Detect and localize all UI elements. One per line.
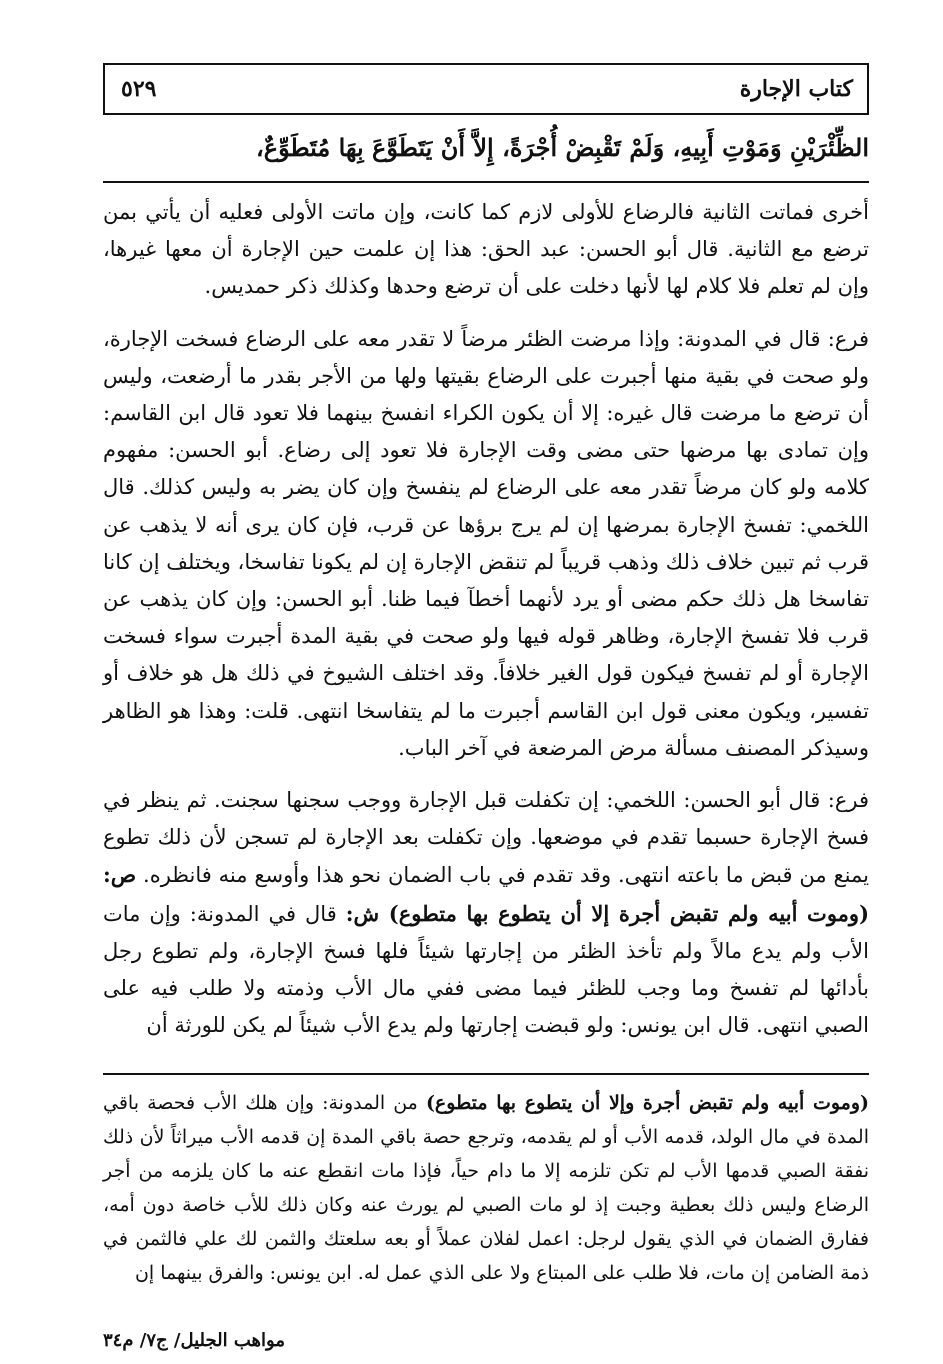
footnote-text: من المدونة: وإن هلك الأب فحصة باقي المدة في مال الولد، قدمه الأب أو لم يقدمه، وترجع حصة باقي المدة إن قدمه الأب ميراثاً لأن ذلك نفقة الصبي قدمها الأب لم تكن تلزمه إلا ما دام حياً، فإذا مات انقطع عنه ما كان يلزمه من أجر الرضاع وليس ذلك بعطية وجبت إذ لو مات الصبي لم يورث عنه وكان ذلك للأب خاصة دون أمه، ففارق الضمان في الذي يقول لرجل: اعمل لفلان عملاً أو بعه سلعتك والثمن لك علي فالثمن في ذمة الضامن إن مات، فلا طلب على المبتاع ولا على الذي عمل له. ابن يونس: والفرق بينهما إن [103,1092,869,1284]
footnote-lead: (وموت أبيه ولم تقبض أجرة وإلا أن يتطوع بها متطوع) [425,1092,869,1114]
paragraph-intro: فرع: قال أبو الحسن: اللخمي: إن تكفلت قبل الإجارة ووجب سجنها سجنت. ثم ينظر في فسخ الإجارة حسبما تقدم في موضعها. وإن تكفلت بعد الإجارة لم تسجن لأن ذلك تطوع يمنع من قبض ما باعته انتهى. وقد تقدم في باب الضمان نحو هذا وأوسع منه فانظره. [103,788,869,888]
page-number: ٥٢٩ [121,76,157,102]
paragraph-continuation: قال في المدونة: وإن مات الأب ولم يدع مالاً ولم تأخذ الظئر من إجارتها شيئاً فلها فسخ الإجارة، ولم تطوع رجل بأدائها لم تفسخ وما وجب للظئر فيما مضى ففي مال الأب وذمته ولا طلب فيه على الصبي انتهى. قال ابن يونس: ولو قبضت إجارتها ولم يدع الأب شيئاً لم يكن للورثة أن [103,901,869,1038]
commentary-paragraph: أخرى فماتت الثانية فالرضاع للأولى لازم كما كانت، وإن ماتت الأولى فعليه أن يأتي بمن ترضع مع الثانية. قال أبو الحسن: عبد الحق: هذا إن علمت حين الإجارة أن معها غيرها، وإن لم تعلم فلا كلام لها لأنها دخلت على أن ترضع وحدها وكذلك ذكر حمديس. [103,200,869,299]
chapter-title: كتاب الإجارة [739,76,853,102]
footnote-block [103,1086,869,1290]
matn-separator [103,181,869,183]
footnote-separator [103,1073,869,1075]
commentary-paragraph [103,782,869,1044]
commentary-block [103,194,869,1044]
commentary-paragraph: فرع: قال في المدونة: وإذا مرضت الظئر مرضاً لا تقدر معه على الرضاع فسخت الإجارة، ولو صحت في بقية منها أجبرت على الرضاع بقيتها ولها من الأجر بقدر ما أرضعت، وليس أن ترضع ما مرضت قال غيره: إلا أن يكون الكراء انفسخ بينهما فلا تعود قال ابن القاسم: وإن تمادى بها مرضها حتى مضى وقت الإجارة فلا تعود إلى رضاع. أبو الحسن: مفهوم كلامه ولو كان مرضاً تقدر معه على الرضاع لم ينفسخ وإن كان يضر به وليس كذلك. قال اللخمي: تفسخ الإجارة بمرضها إن لم يرج برؤها عن قرب، فإن كان يرى أنه لا يذهب عن قرب ثم تبين خلاف ذلك وذهب قريباً لم تنقض الإجارة إن لم يكونا تفاسخا، ويختلف إن كانا تفاسخا هل ذلك حكم مضى أو يرد لأنهما أخطآ فيما ظنا. أبو الحسن: وإن كان يذهب عن قرب فلا تفسخ الإجارة، وظاهر قوله فيها ولو صحت في بقية المدة أجبرت سواء فسخت الإجارة أو لم تفسخ فيكون قول الغير خلافاً. وقد اختلف الشيوخ في ذلك هل هو خلاف أو تفسير، ويكون معنى قول ابن القاسم أجبرت ما لم يتفاسخا انتهى. قلت: وهذا هو الظاهر وسيذكر المصنف مسألة مرض المرضعة في آخر الباب. [103,326,869,760]
matn-quotation: ص: (وموت أبيه ولم تقبض أجرة إلا أن يتطوع بها متطوع) ش: [103,862,869,926]
printer-signature: مواهب الجليل/ ج٧/ م٣٤ [103,1330,285,1351]
footnote-paragraph [103,1086,869,1290]
running-header [103,63,869,115]
matn-text: الظِّئْرَيْنِ وَمَوْتِ أَبِيهِ، وَلَمْ تَقْبِضْ أُجْرَةً، إِلاَّ أَنْ يَتَطَوَّعَ بِهَا مُتَطَوِّعٌ، [256,133,869,162]
